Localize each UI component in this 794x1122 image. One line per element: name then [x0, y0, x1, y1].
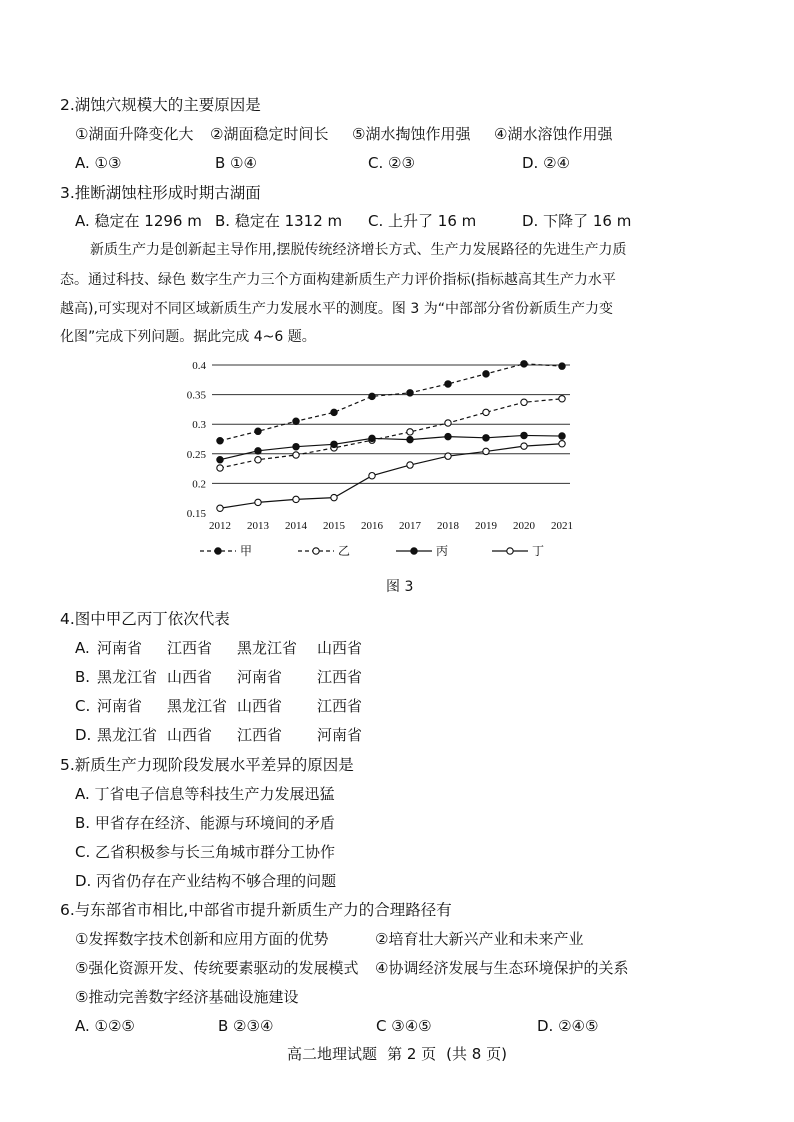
q6-item-1: ①发挥数字技术创新和应用方面的优势 — [75, 930, 329, 948]
q4-option-province: 河南省 — [237, 668, 283, 686]
q2-option-c: C. ②③ — [368, 154, 415, 172]
data-point — [559, 363, 565, 369]
data-point — [255, 428, 261, 434]
data-point — [521, 399, 527, 405]
data-point — [217, 505, 223, 511]
q6-option-a: A. ①②⑤ — [75, 1017, 135, 1035]
q5-option-b: B. 甲省存在经济、能源与环境间的矛盾 — [75, 814, 335, 832]
data-point — [407, 429, 413, 435]
data-point — [521, 432, 527, 438]
q5-option-c: C. 乙省积极参与长三角城市群分工协作 — [75, 843, 336, 861]
series-line-甲 — [220, 364, 562, 441]
q4-option-letter: C. — [75, 697, 91, 715]
q4-option-letter: A. — [75, 639, 90, 657]
q4-option-province: 黑龙江省 — [97, 726, 158, 744]
data-point — [369, 393, 375, 399]
legend-marker — [313, 548, 319, 554]
x-tick-label: 2021 — [551, 520, 573, 532]
data-point — [217, 465, 223, 471]
q6-item-2: ②培育壮大新兴产业和未来产业 — [375, 930, 584, 948]
data-point — [483, 371, 489, 377]
q4-option-province: 山西省 — [237, 697, 283, 715]
y-tick-label: 0.25 — [186, 448, 206, 461]
q2-item-4: ④湖水溶蚀作用强 — [494, 125, 613, 143]
data-point — [521, 443, 527, 449]
q4-option-province: 江西省 — [317, 668, 363, 686]
passage-line-4: 化图”完成下列问题。据此完成 4~6 题。 — [60, 329, 316, 345]
legend-label: 甲 — [240, 544, 253, 558]
data-point — [483, 435, 489, 441]
passage-line-3: 越高),可实现对不同区域新质生产力发展水平的测度。图 3 为“中部部分省份新质生产力变 — [60, 301, 613, 317]
data-point — [483, 409, 489, 415]
legend-marker — [507, 548, 513, 554]
x-tick-label: 2020 — [513, 520, 535, 532]
legend-marker — [411, 548, 417, 554]
y-tick-label: 0.3 — [192, 419, 206, 432]
q5-stem: 5.新质生产力现阶段发展水平差异的原因是 — [60, 756, 354, 774]
data-point — [255, 499, 261, 505]
q6-option-d: D. ②④⑤ — [537, 1017, 599, 1035]
q4-stem: 4.图中甲乙丙丁依次代表 — [60, 610, 230, 628]
q4-option-letter: D. — [75, 726, 92, 744]
x-tick-label: 2017 — [399, 520, 421, 532]
data-point — [521, 361, 527, 367]
q5-option-d: D. 丙省仍存在产业结构不够合理的问题 — [75, 872, 337, 890]
data-point — [331, 409, 337, 415]
x-tick-label: 2012 — [209, 520, 231, 532]
x-tick-label: 2018 — [437, 520, 459, 532]
legend-label: 乙 — [338, 544, 351, 558]
data-point — [217, 457, 223, 463]
passage-line-1: 新质生产力是创新起主导作用,摆脱传统经济增长方式、生产力发展路径的先进生产力质 — [90, 242, 627, 258]
legend-label: 丙 — [436, 544, 449, 558]
data-point — [445, 381, 451, 387]
data-point — [445, 420, 451, 426]
y-tick-label: 0.4 — [192, 360, 206, 372]
q4-option-province: 黑龙江省 — [97, 668, 158, 686]
data-point — [483, 448, 489, 454]
data-point — [559, 441, 565, 447]
q2-option-a: A. ①③ — [75, 154, 122, 172]
q4-option-letter: B. — [75, 668, 91, 686]
q4-option-province: 江西省 — [167, 639, 213, 657]
data-point — [331, 441, 337, 447]
y-tick-label: 0.35 — [186, 389, 206, 402]
legend-label: 丁 — [532, 544, 545, 558]
q4-option-province: 江西省 — [237, 726, 283, 744]
data-point — [255, 448, 261, 454]
data-point — [369, 435, 375, 441]
q2-option-b: B ①④ — [215, 154, 257, 172]
x-tick-label: 2019 — [475, 520, 497, 532]
footer-subject: 高二地理试题 — [287, 1045, 378, 1063]
q6-item-4: ④协调经济发展与生态环境保护的关系 — [375, 959, 629, 977]
page-footer — [0, 1043, 794, 1064]
q6-option-c: C ③④⑤ — [376, 1017, 432, 1035]
x-tick-label: 2016 — [361, 520, 383, 532]
q4-option-province: 河南省 — [97, 639, 143, 657]
q2-item-2: ②湖面稳定时间长 — [210, 125, 329, 143]
q6-item-3: ⑤强化资源开发、传统要素驱动的发展模式 — [75, 959, 359, 977]
x-tick-label: 2015 — [323, 520, 345, 532]
data-point — [407, 436, 413, 442]
q4-option-province: 山西省 — [167, 668, 213, 686]
passage-line-2: 态。通过科技、绿色 数字生产力三个方面构建新质生产力评价指标(指标越高其生产力水平 — [60, 272, 616, 288]
data-point — [293, 452, 299, 458]
data-point — [445, 433, 451, 439]
footer-page: 第 2 页 — [387, 1045, 437, 1063]
x-tick-label: 2014 — [285, 520, 307, 532]
q2-stem: 2.湖蚀穴规模大的主要原因是 — [60, 96, 261, 114]
series-line-乙 — [220, 399, 562, 468]
q2-item-3: ⑤湖水掏蚀作用强 — [352, 125, 471, 143]
q4-option-province: 山西省 — [317, 639, 363, 657]
data-point — [559, 433, 565, 439]
q4-option-province: 山西省 — [167, 726, 213, 744]
data-point — [445, 453, 451, 459]
data-point — [559, 396, 565, 402]
legend-marker — [215, 548, 221, 554]
data-point — [255, 457, 261, 463]
q4-option-province: 河南省 — [97, 697, 143, 715]
q2-item-1: ①湖面升降变化大 — [75, 125, 194, 143]
data-point — [217, 438, 223, 444]
q5-option-a: A. 丁省电子信息等科技生产力发展迅猛 — [75, 785, 335, 803]
x-tick-label: 2013 — [247, 520, 269, 532]
data-point — [293, 418, 299, 424]
data-point — [293, 443, 299, 449]
data-point — [407, 462, 413, 468]
data-point — [293, 496, 299, 502]
footer-total: (共 8 页) — [446, 1045, 507, 1063]
q3-option-c: C. 上升了 16 m — [368, 212, 477, 230]
figure-caption: 图 3 — [386, 579, 414, 595]
q4-option-province: 黑龙江省 — [167, 697, 228, 715]
q6-stem: 6.与东部省市相比,中部省市提升新质生产力的合理路径有 — [60, 901, 452, 919]
q4-option-province: 河南省 — [317, 726, 363, 744]
y-tick-label: 0.15 — [186, 508, 206, 520]
q3-option-a: A. 稳定在 1296 m — [75, 212, 202, 230]
data-point — [369, 473, 375, 479]
figure-3-line-chart — [170, 355, 610, 565]
q6-option-b: B ②③④ — [218, 1017, 274, 1035]
data-point — [407, 390, 413, 396]
q6-item-5: ⑤推动完善数字经济基础设施建设 — [75, 988, 299, 1006]
q4-option-province: 江西省 — [317, 697, 363, 715]
data-point — [331, 494, 337, 500]
y-tick-label: 0.2 — [192, 478, 206, 491]
q4-option-province: 黑龙江省 — [237, 639, 298, 657]
q2-option-d: D. ②④ — [522, 154, 570, 172]
q3-stem: 3.推断湖蚀柱形成时期古湖面 — [60, 184, 261, 202]
q3-option-b: B. 稳定在 1312 m — [215, 212, 343, 230]
q3-option-d: D. 下降了 16 m — [522, 212, 632, 230]
